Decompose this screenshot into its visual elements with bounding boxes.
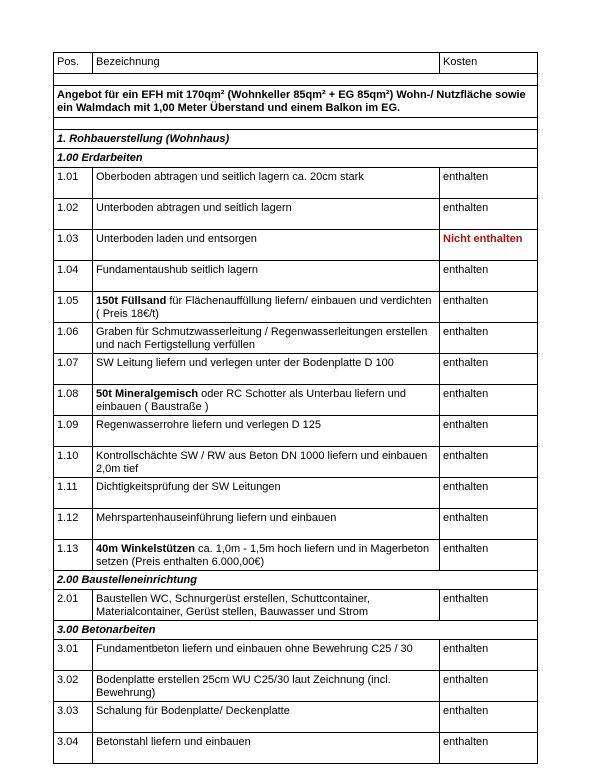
item-text: Baustellen WC, Schnurgerüst erstellen, Schuttcontainer, Materialcontainer, Gerüst stellen, Bauwasser und Strom [96,593,370,618]
item-cost: enthalten [440,354,538,385]
item-pos: 1.10 [54,447,93,478]
spacer-cell [54,74,538,86]
table-row [54,540,538,571]
item-description [93,292,440,323]
table-row [54,292,538,323]
table-row [54,509,538,540]
group-row [54,621,538,640]
item-cost: enthalten [440,168,538,199]
table-row [54,671,538,702]
spacer-row [54,74,538,86]
table-row [54,733,538,764]
item-cost: enthalten [440,671,538,702]
item-text: Unterboden abtragen und seitlich lagern [96,202,292,214]
item-pos: 1.09 [54,416,93,447]
item-text: Kontrollschächte SW / RW aus Beton DN 1000 liefern und einbauen 2,0m tief [96,450,428,475]
section-row [54,130,538,149]
item-description [93,640,440,671]
item-description [93,416,440,447]
offer-document [53,52,537,764]
item-description [93,168,440,199]
table-row [54,447,538,478]
item-cost: enthalten [440,385,538,416]
item-cost: enthalten [440,447,538,478]
item-quantity: 50t Mineralgemisch [96,388,199,400]
item-cost: Nicht enthalten [440,230,538,261]
item-cost: enthalten [440,590,538,621]
item-pos: 1.08 [54,385,93,416]
item-pos: 1.05 [54,292,93,323]
item-cost: enthalten [440,323,538,354]
item-cost: enthalten [440,199,538,230]
item-description [93,261,440,292]
item-cost: enthalten [440,261,538,292]
item-description [93,478,440,509]
item-cost: enthalten [440,733,538,764]
item-text: Schalung für Bodenplatte/ Deckenplatte [96,705,290,717]
item-pos: 1.07 [54,354,93,385]
item-description [93,509,440,540]
item-cost: enthalten [440,640,538,671]
item-text: Fundamentbeton liefern und einbauen ohne Bewehrung C25 / 30 [96,643,413,655]
table-row [54,230,538,261]
item-description [93,385,440,416]
item-pos: 1.12 [54,509,93,540]
item-pos: 1.06 [54,323,93,354]
item-text: Graben für Schmutzwasserleitung / Regenwasserleitungen erstellen und nach Fertigstellung verfüllen [96,326,428,351]
spacer-cell [54,118,538,130]
cost-table-body [54,53,538,764]
item-cost: enthalten [440,478,538,509]
table-row [54,354,538,385]
group-title: 1.00 Erdarbeiten [54,149,538,168]
item-text: für Flächenauffüllung liefern/ einbauen und verdichten ( Preis 18€/t) [96,295,432,320]
header-pos: Pos. [54,53,93,74]
table-row [54,261,538,292]
section-title: 1. Rohbauerstellung (Wohnhaus) [54,130,538,149]
item-description [93,354,440,385]
item-cost: enthalten [440,292,538,323]
item-text: Regenwasserrohre liefern und verlegen D 125 [96,419,322,431]
item-text: Mehrspartenhauseinführung liefern und einbauen [96,512,337,524]
table-row [54,416,538,447]
item-description [93,230,440,261]
intro-text: Angebot für ein EFH mit 170qm² (Wohnkeller 85qm² + EG 85qm²) Wohn-/ Nutzfläche sowie ein Walmdach mit 1,00 Meter Überstand und einem Balkon im EG. [54,86,538,118]
table-row [54,590,538,621]
item-text: oder RC Schotter als Unterbau liefern und einbauen ( Baustraße ) [96,388,406,413]
item-description [93,540,440,571]
item-text: SW Leitung liefern und verlegen unter der Bodenplatte D 100 [96,357,394,369]
item-pos: 1.01 [54,168,93,199]
item-pos: 2.01 [54,590,93,621]
table-row [54,702,538,733]
item-pos: 1.04 [54,261,93,292]
header-bezeichnung: Bezeichnung [93,53,440,74]
table-row [54,199,538,230]
item-description [93,590,440,621]
item-pos: 1.03 [54,230,93,261]
item-cost: enthalten [440,416,538,447]
item-text: Betonstahl liefern und einbauen [96,736,251,748]
item-pos: 3.04 [54,733,93,764]
item-description [93,447,440,478]
item-cost: enthalten [440,702,538,733]
group-row [54,149,538,168]
item-text: Fundamentaushub seitlich lagern [96,264,259,276]
table-row [54,385,538,416]
group-title: 2.00 Baustelleneinrichtung [54,571,538,590]
item-pos: 1.02 [54,199,93,230]
item-text: ca. 1,0m - 1,5m hoch liefern und in Magerbeton setzen (Preis enthalten 6.000,00€) [96,543,430,568]
item-pos: 3.01 [54,640,93,671]
item-pos: 3.02 [54,671,93,702]
table-row [54,323,538,354]
item-pos: 1.11 [54,478,93,509]
group-row [54,571,538,590]
table-row [54,478,538,509]
item-text: Oberboden abtragen und seitlich lagern ca. 20cm stark [96,171,364,183]
intro-row [54,86,538,118]
group-title: 3.00 Betonarbeiten [54,621,538,640]
item-description [93,702,440,733]
item-description [93,733,440,764]
item-pos: 3.03 [54,702,93,733]
item-pos: 1.13 [54,540,93,571]
table-row [54,168,538,199]
item-text: Dichtigkeitsprüfung der SW Leitungen [96,481,281,493]
item-text: Unterboden laden und entsorgen [96,233,257,245]
table-header-row [54,53,538,74]
item-quantity: 150t Füllsand [96,295,167,307]
item-text: Bodenplatte erstellen 25cm WU C25/30 laut Zeichnung (incl. Bewehrung) [96,674,391,699]
cost-table [53,52,538,764]
item-cost: enthalten [440,509,538,540]
item-description [93,199,440,230]
item-quantity: 40m Winkelstützen [96,543,195,555]
item-description [93,323,440,354]
header-kosten: Kosten [440,53,538,74]
item-description [93,671,440,702]
table-row [54,640,538,671]
spacer-row [54,118,538,130]
item-cost: enthalten [440,540,538,571]
